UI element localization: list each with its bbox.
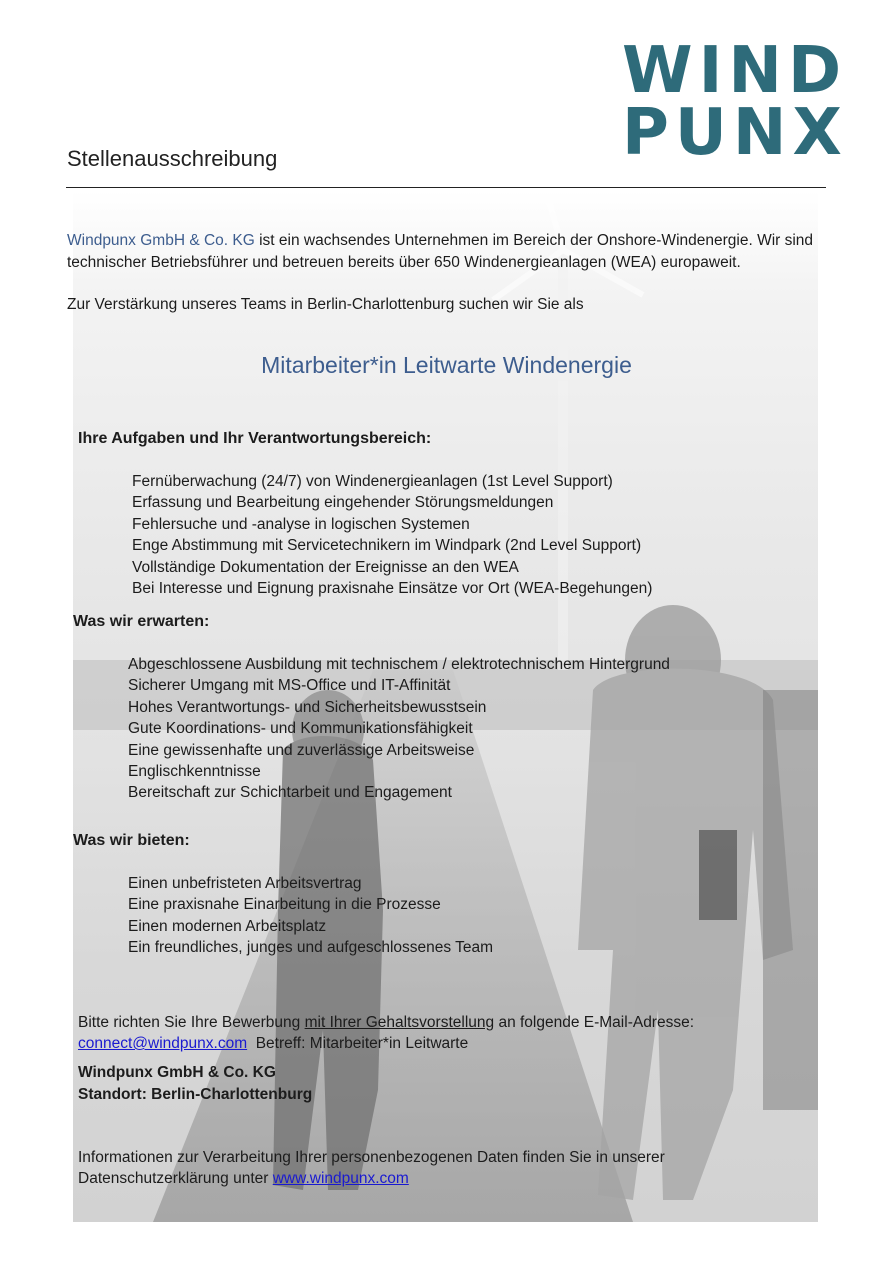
expectations-list (128, 654, 670, 804)
company-block (78, 1062, 312, 1106)
privacy-line-2 (78, 1168, 665, 1189)
application-line (78, 1012, 694, 1033)
offer-heading: Was wir bieten: (73, 832, 190, 849)
logo-line-1: WIND (622, 34, 848, 108)
list-item: Sicherer Umgang mit MS-Office und IT-Affinität (128, 677, 451, 695)
list-item: Bei Interesse und Eignung praxisnahe Einsätze vor Ort (WEA-Begehungen) (132, 580, 653, 598)
subject-text: Betreff: Mitarbeiter*in Leitwarte (247, 1035, 469, 1052)
logo-line-2: PUNX (622, 96, 848, 170)
list-item: Fernüberwachung (24/7) von Windenergieanlagen (1st Level Support) (132, 473, 613, 490)
intro-company-name: Windpunx GmbH & Co. KG (67, 232, 255, 249)
windpunx-logo (622, 34, 848, 170)
application-text: Bitte richten Sie Ihre Bewerbung (78, 1014, 305, 1031)
page-title: Stellenausschreibung (67, 146, 278, 171)
list-item: Erfassung und Bearbeitung eingehender Störungsmeldungen (132, 494, 554, 512)
list-item: Einen unbefristeten Arbeitsvertrag (128, 875, 362, 892)
list-item: Eine praxisnahe Einarbeitung in die Prozesse (128, 896, 441, 914)
expectations-heading: Was wir erwarten: (73, 613, 210, 630)
list-item: Abgeschlossene Ausbildung mit technischem / elektrotechnischem Hintergrund (128, 656, 670, 673)
salary-expectation-note: mit Ihrer Gehaltsvorstellung (304, 1014, 495, 1031)
list-item: Gute Koordinations- und Kommunikationsfähigkeit (128, 720, 473, 738)
privacy-line-1: Informationen zur Verarbeitung Ihrer personenbezogenen Daten finden Sie in unserer (78, 1149, 665, 1166)
email-line (78, 1033, 694, 1054)
intro-lead: Zur Verstärkung unseres Teams in Berlin-Charlottenburg suchen wir Sie als (67, 296, 584, 313)
privacy-text: Datenschutzerklärung unter (78, 1170, 273, 1187)
email-link[interactable]: connect@windpunx.com (78, 1035, 248, 1052)
tasks-heading: Ihre Aufgaben und Ihr Verantwortungsbereich: (78, 430, 432, 447)
list-item: Enge Abstimmung mit Servicetechnikern im Windpark (2nd Level Support) (132, 537, 642, 555)
job-title: Mitarbeiter*in Leitwarte Windenergie (261, 352, 632, 378)
list-item: Einen modernen Arbeitsplatz (128, 917, 327, 935)
list-item: Ein freundliches, junges und aufgeschlossenes Team (128, 939, 494, 957)
list-item: Vollständige Dokumentation der Ereignisse an den WEA (132, 558, 519, 576)
tasks-list (132, 471, 652, 599)
list-item: Englischkenntnisse (128, 763, 261, 781)
list-item: Fehlersuche und -analyse in logischen Systemen (132, 515, 470, 533)
privacy-notice (78, 1147, 665, 1189)
website-link[interactable]: www.windpunx.com (272, 1170, 409, 1187)
offer-list (128, 873, 493, 959)
application-info (78, 1012, 694, 1054)
application-text-end: an folgende E-Mail-Adresse: (494, 1014, 695, 1031)
intro-paragraph (67, 230, 817, 274)
company-location: Standort: Berlin-Charlottenburg (78, 1086, 313, 1103)
company-name: Windpunx GmbH & Co. KG (78, 1064, 276, 1081)
list-item: Eine gewissenhafte und zuverlässige Arbeitsweise (128, 741, 475, 759)
list-item: Hohes Verantwortungs- und Sicherheitsbewusstsein (128, 698, 487, 716)
intro-text: ist ein wachsendes Unternehmen im Bereich der Onshore-Windenergie. Wir sind technischer Betriebsführer und betreuen bereits über 650 Windenergieanlagen (WEA) europaweit. (67, 232, 814, 271)
title-divider (66, 187, 826, 188)
list-item: Bereitschaft zur Schichtarbeit und Engagement (128, 784, 452, 802)
